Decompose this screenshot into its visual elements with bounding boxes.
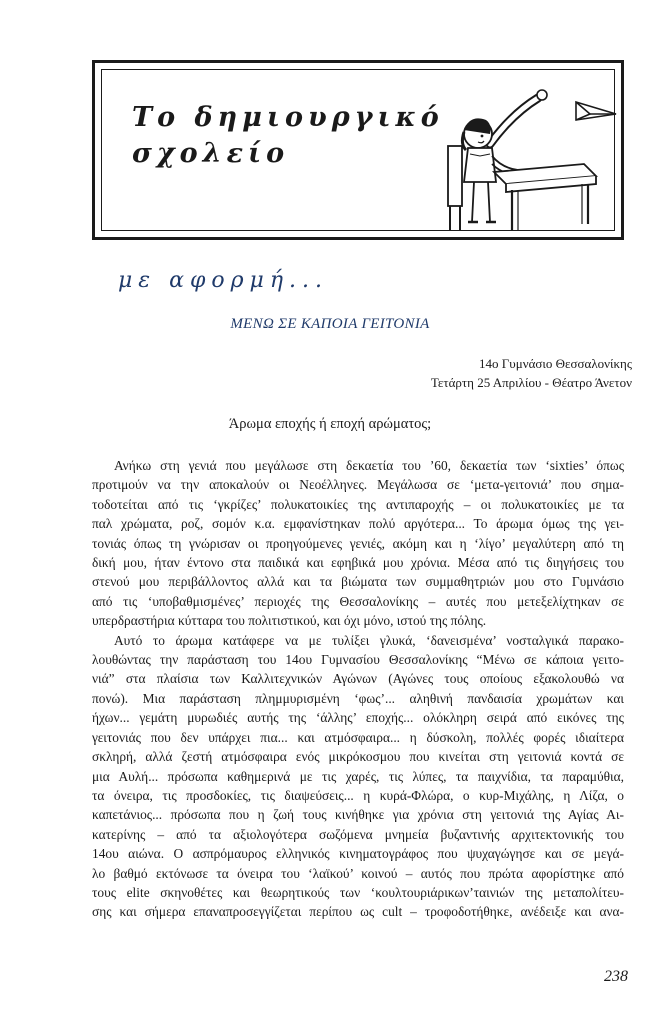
body-line: τους elite σκηνοθέτες και θεωρητικούς των ‘κουλτουριάρικων’ταινιών της μεταπολίτευ- — [92, 884, 624, 900]
body-line: καπετάνιος... πρόσωπα που η ζωή τους κινήθηκε για χρόνια στη γειτονιά της Αγίας Αι- — [92, 807, 624, 823]
body-line: υπερδραστήρια κύτταρα του πολιτιστικού, και όχι μόνο, ιστού της πόλης. — [92, 613, 487, 629]
body-line: παλ χρώματα, ροζ, σομόν κ.α. εμφανίστηκαν πολύ αργότερα... Το άρωμα όμως της γει- — [92, 516, 624, 532]
body-line: δική μου, ήταν έντονο στα παιδικά και εφηβικά μου χρόνια. Μέσα από τις διηγήσεις του — [92, 555, 624, 571]
event-date-venue: Τετάρτη 25 Απριλίου - Θέατρο Άνετον — [430, 375, 632, 390]
body-line: σης και σήμερα επαναπροσεγγίζεται περίπου ως cult – τροφοδοτήθηκε, ανέδειξε και ανα- — [92, 904, 624, 920]
body-line: από τις ‘υποβαθμισμένες’ περιοχές της Θεσσαλονίκης – αυτές που μετεξελίχτηκαν σε — [92, 593, 624, 609]
body-line: λουθώντας την παράσταση του 14ου Γυμνασίου Θεσσαλονίκης “Μένω σε κάποια γειτο- — [92, 652, 624, 668]
body-line: τονιάς όπως τη γνώρισαν οι προηγούμενες γενιές, ακόμη και η ‘λίγο’ μεγαλύτερη από τη — [92, 535, 624, 551]
body-line: 14ου αιώνα. Ο ασπρόμαυρος ελληνικός κινηματογράφος που ψυχαγώγησε και σε μεγά- — [92, 846, 624, 862]
body-line: λο βαθμό εκτόνωσε τα όνειρα του ‘λαϊκού’ κοινού – αυτός που πρώτα αφορίστηκε από — [92, 865, 624, 881]
body-line: γειτονιάς που δεν υπάρχει πια... και ατμόσφαιρα... η δύσκολη, πολλές φορές ιδιαίτερα — [92, 729, 624, 745]
section-title-line-2: σχολείο — [132, 138, 290, 169]
page-number: 238 — [604, 968, 628, 985]
body-line: στενού μου περιβάλλοντος αλλά και τα βιώματα των συμμαθητριών μου στο Γυμνάσιο — [92, 574, 624, 590]
student-desk-illustration — [434, 84, 624, 234]
body-line: Αυτό το άρωμα κατάφερε να με τυλίξει γλυκά, ‘δανεισμένα’ νοσταλγικά παρακο- — [114, 632, 624, 648]
section-title-line-1: Το δημιουργικό — [132, 102, 444, 133]
header-inner-frame — [101, 69, 615, 231]
section-title — [132, 100, 444, 172]
body-line: ήχων... γεμάτη μυρωδιές αυτής της ‘άλλης’ εποχής... ολόκληρη σειρά από εικόνες της — [92, 710, 624, 726]
body-line: προτιμούν να την αποκαλούν οι Νεοέλληνες. Μεγάλωσα σε ‘μετα-γειτονιά’ που σημα- — [92, 477, 624, 493]
article-headline: ΜΕΝΩ ΣΕ ΚΑΠΟΙΑ ΓΕΙΤΟΝΙΑ — [230, 316, 430, 332]
article-body — [92, 456, 624, 922]
body-line: Ανήκω στη γενιά που μεγάλωσε στη δεκαετία του ’60, δεκαετία των ‘sixties’ όπως — [114, 458, 624, 473]
subtitle: με αφορμή... — [118, 268, 328, 293]
paper-airplane-icon — [576, 102, 616, 120]
body-line: νιά” στα πλαίσια των Καλλιτεχνικών Αγώνων (Αγώνες τους οποίους εξακολουθώ να — [92, 671, 624, 687]
article-question: Άρωμα εποχής ή εποχή αρώματος; — [228, 416, 432, 432]
event-meta — [431, 354, 632, 392]
body-line: τα όνειρα, τις προσδοκίες, τις διαψεύσεις... η κυρά-Φλώρα, ο κυρ-Μιχάλης, η Λίζα, ο — [92, 787, 624, 803]
body-line: πονώ). Μια παράσταση πλημμυρισμένη ‘φως’... αληθινή πανδαισία χρωμάτων και — [92, 690, 624, 706]
body-line: σκληρή, αλλά ζεστή ατμόσφαιρα ενός μικρόκοσμου που κινείται στη γειτονιά κοντά σε — [92, 749, 624, 765]
body-line: κατερίνης – από τα αξιολογότερα σωζόμενα μνημεία βυζαντινής αρχιτεκτονικής του — [92, 826, 624, 842]
header-box — [92, 60, 624, 240]
body-line: τοδοτείται από τις ‘γκρίζες’ πολυκατοικίες της αντιπαροχής – οι πολυκατοικίες με τα — [92, 496, 624, 512]
body-line: μια Αυλή... πρόσωπα καθημερινά με τις χαρές, τις λύπες, τα παιχνίδια, τα παραμύθια, — [92, 768, 624, 784]
school-name: 14ο Γυμνάσιο Θεσσαλονίκης — [479, 356, 632, 371]
